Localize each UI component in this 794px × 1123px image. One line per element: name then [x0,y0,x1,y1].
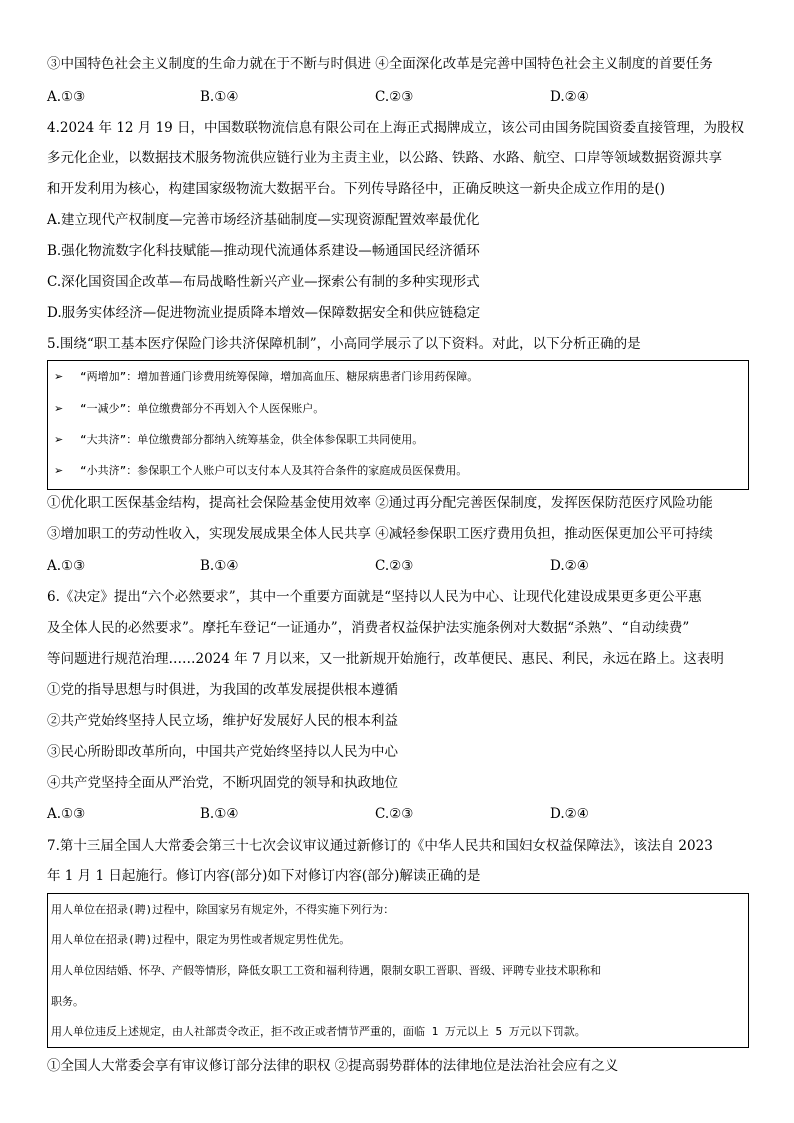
q5-material-item [48,394,748,424]
q5-statements-line-2: ③增加职工的劳动性收入，实现发展成果全体人民共享 ④减轻参保职工医疗费用负担，推动医保更加公平可持续 [47,526,713,542]
q4-choice-a[interactable]: A.建立现代产权制度—完善市场经济基础制度—实现资源配置效率最优化 [47,212,480,228]
q6-option-a[interactable]: A.①③ [47,806,86,822]
q6-statement-4: ④共产党坚持全面从严治党，不断巩固党的领导和执政地位 [47,775,398,791]
q7-excerpt-line: 职务。 [51,995,84,1008]
arrow-bullet-icon: ➢ [54,370,64,383]
q4-choice-b[interactable]: B.强化物流数字化科技赋能—推动现代流通体系建设—畅通国民经济循环 [47,243,480,259]
q6-option-d[interactable]: D.②④ [550,806,589,822]
q4-choice-c[interactable]: C.深化国资国企改革—布局战略性新兴产业—探索公有制的多种实现形式 [47,274,480,290]
q4-stem-line-3: 和开发利用为核心，构建国家级物流大数据平台。下列传导路径中，正确反映这一新央企成立作用的是() [47,181,666,197]
q7-law-excerpt-box [47,893,749,1048]
arrow-bullet-icon: ➢ [54,402,64,415]
q6-stem-line-3: 等问题进行规范治理……2024 年 7 月以来，又一批新规开始施行，改革便民、惠民、利民，永远在路上。这表明 [47,651,724,667]
arrow-bullet-icon: ➢ [54,433,64,446]
q4-stem-line-1: 4.2024 年 12 月 19 日，中国数联物流信息有限公司在上海正式揭牌成立，该公司由国务院国资委直接管理，为股权 [47,120,745,136]
q7-excerpt-line: 用人单位在招录(聘)过程中，除国家另有规定外，不得实施下列行为： [51,903,395,916]
q5-material-text: “一减少”：单位缴费部分不再划入个人医保账户。 [80,402,325,415]
q6-stem-line-2: 及全体人民的必然要求”。摩托车登记“一证通办”，消费者权益保护法实施条例对大数据“杀熟”、“自动续费” [47,620,690,636]
q4-choice-d[interactable]: D.服务实体经济—促进物流业提质降本增效—保障数据安全和供应链稳定 [47,305,481,321]
q5-option-d[interactable]: D.②④ [550,558,589,574]
q5-material-box [47,360,749,490]
q3-statement-line: ③中国特色社会主义制度的生命力就在于不断与时俱进 ④全面深化改革是完善中国特色社会主义制度的首要任务 [47,56,713,72]
q5-material-item [48,456,748,486]
q5-stem: 5.围绕“职工基本医疗保险门诊共济保障机制”，小高同学展示了以下资料。对此，以下分析正确的是 [47,336,641,352]
q3-option-a[interactable]: A.①③ [47,89,86,105]
q6-statement-2: ②共产党始终坚持人民立场，维护好发展好人民的根本利益 [47,713,398,729]
q5-option-b[interactable]: B.①④ [200,558,239,574]
q3-option-c[interactable]: C.②③ [375,89,414,105]
q5-option-a[interactable]: A.①③ [47,558,86,574]
q3-option-d[interactable]: D.②④ [550,89,589,105]
q4-stem-line-2: 多元化企业，以数据技术服务物流供应链行业为主责主业，以公路、铁路、水路、航空、口岸等领域数据资源共享 [47,150,722,166]
q6-statement-3: ③民心所盼即改革所向，中国共产党始终坚持以人民为中心 [47,744,398,760]
q7-excerpt-line: 用人单位在招录(聘)过程中，限定为男性或者规定男性优先。 [51,933,351,946]
q3-option-b[interactable]: B.①④ [200,89,239,105]
q6-option-b[interactable]: B.①④ [200,806,239,822]
q5-material-text: “两增加”：增加普通门诊费用统筹保障，增加高血压、糖尿病患者门诊用药保障。 [80,370,479,383]
q5-material-text: “大共济”：单位缴费部分都纳入统筹基金，供全体参保职工共同使用。 [80,433,424,446]
q5-material-item [48,425,748,455]
q6-stem-line-1: 6.《决定》提出“六个必然要求”，其中一个重要方面就是“坚持以人民为中心、让现代化建设成果更多更公平惠 [47,589,702,605]
q5-statements-line-1: ①优化职工医保基金结构，提高社会保险基金使用效率 ②通过再分配完善医保制度，发挥医保防范医疗风险功能 [47,495,713,511]
q5-option-c[interactable]: C.②③ [375,558,414,574]
q5-material-text: “小共济”：参保职工个人账户可以支付本人及其符合条件的家庭成员医保费用。 [80,464,468,477]
q6-statement-1: ①党的指导思想与时俱进，为我国的改革发展提供根本遵循 [47,682,398,698]
q7-excerpt-line: 用人单位违反上述规定，由人社部责令改正，拒不改正或者情节严重的，面临 1 万元以上 5 万元以下罚款。 [51,1025,586,1038]
q6-option-c[interactable]: C.②③ [375,806,414,822]
q7-stem-line-1: 7.第十三届全国人大常委会第三十七次会议审议通过新修订的《中华人民共和国妇女权益保障法》，该法自 2023 [47,838,713,854]
q5-material-item [48,362,748,392]
q7-excerpt-line: 用人单位因结婚、怀孕、产假等情形，降低女职工工资和福利待遇，限制女职工晋职、晋级、评聘专业技术职称和 [51,964,601,977]
arrow-bullet-icon: ➢ [54,464,64,477]
q7-stem-line-2: 年 1 月 1 日起施行。修订内容(部分)如下对修订内容(部分)解读正确的是 [47,868,481,884]
q7-statement-line: ①全国人大常委会享有审议修订部分法律的职权 ②提高弱势群体的法律地位是法治社会应有之义 [47,1058,619,1074]
